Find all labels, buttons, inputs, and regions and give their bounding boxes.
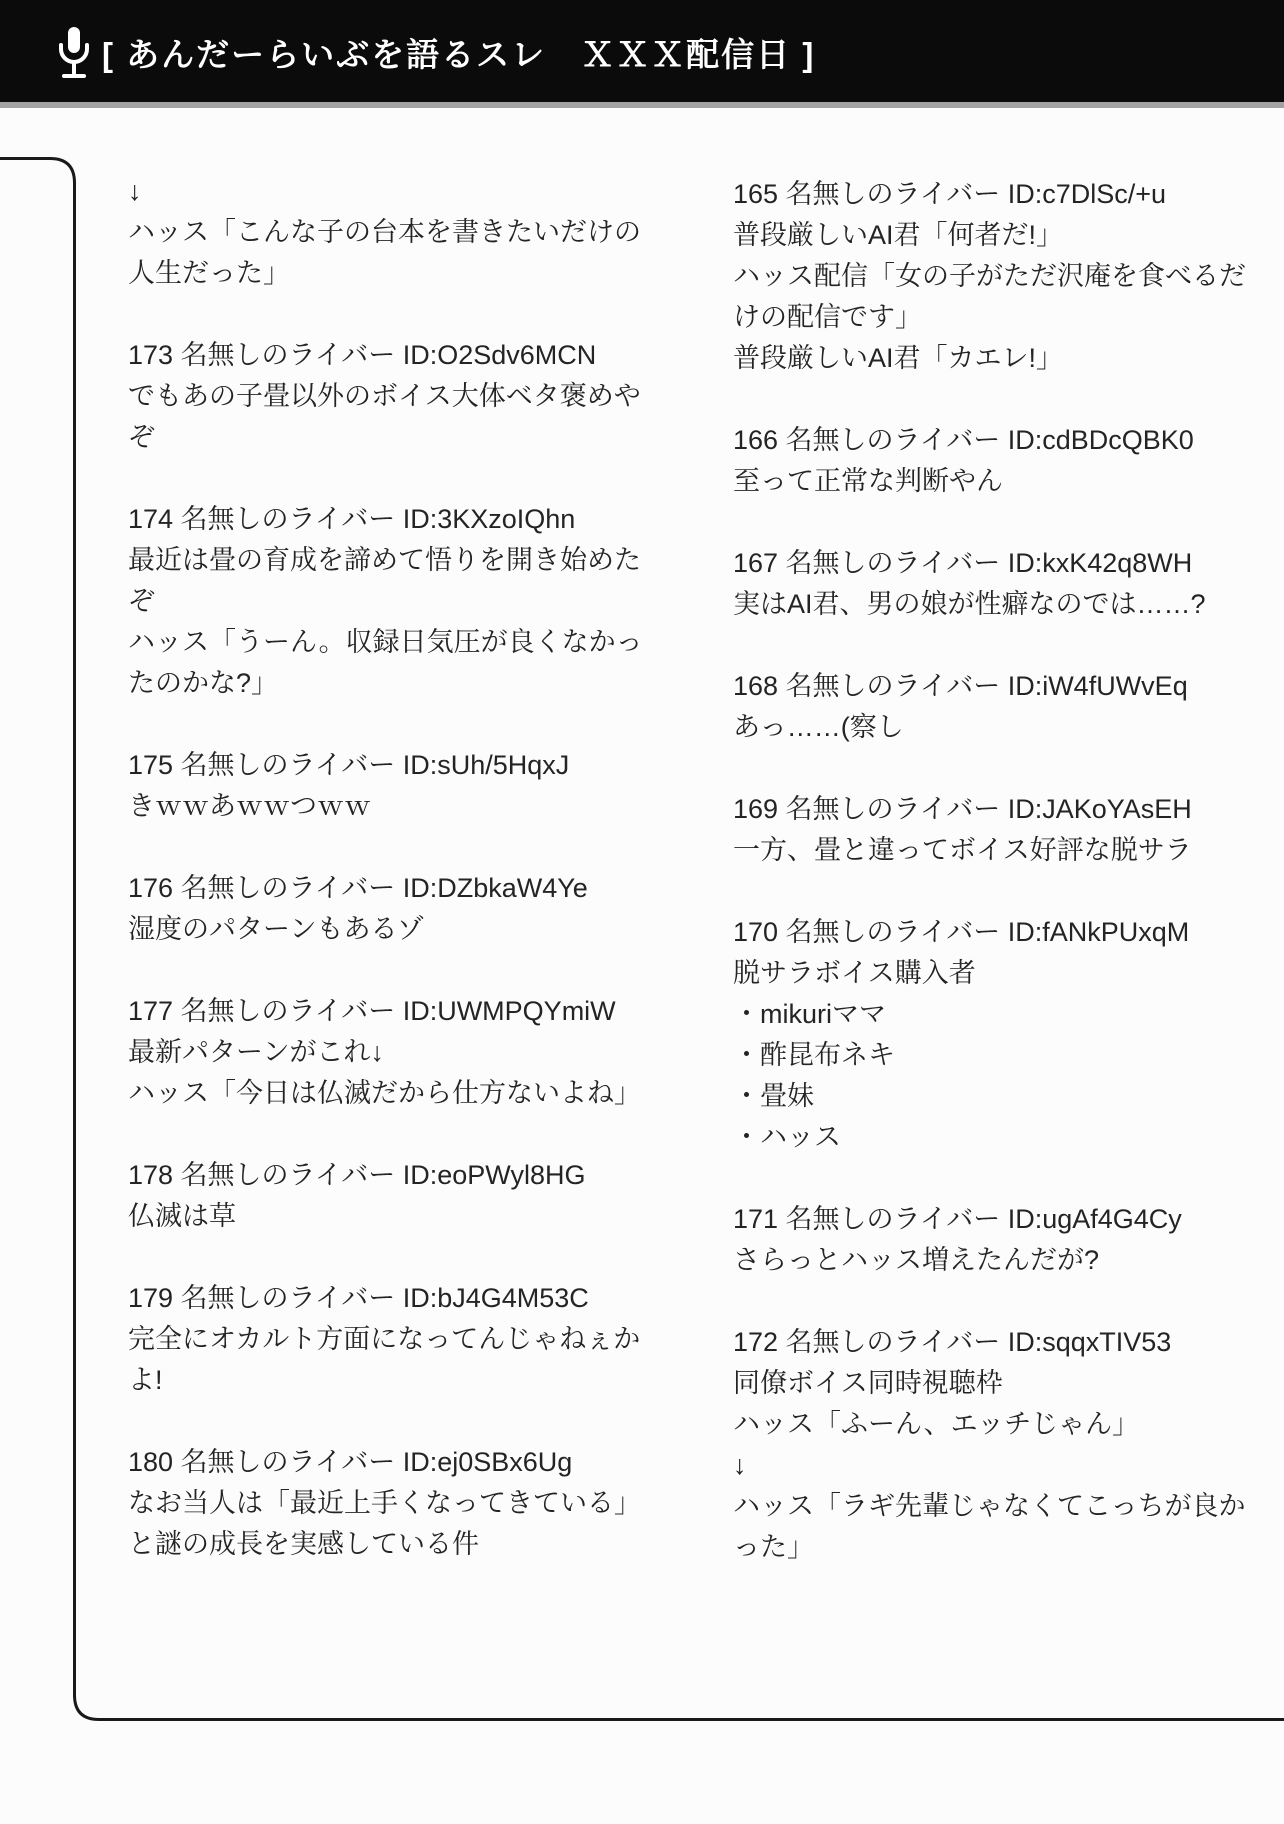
post-line: ・ハッス xyxy=(733,1122,841,1152)
post-line: 165 名無しのライバー ID:c7DlSc/+u xyxy=(733,179,1167,209)
post xyxy=(733,174,1273,379)
post-line: ハッス「ふーん、エッチじゃん」 xyxy=(733,1409,1140,1439)
post-line: った」 xyxy=(733,1532,814,1562)
post-line: 180 名無しのライバー ID:ej0SBx6Ug xyxy=(128,1447,573,1477)
post-line: 166 名無しのライバー ID:cdBDcQBK0 xyxy=(733,425,1194,455)
post-line: 178 名無しのライバー ID:eoPWyl8HG xyxy=(128,1160,586,1190)
post-line: 172 名無しのライバー ID:sqqxTIV53 xyxy=(733,1327,1172,1357)
post-line: と謎の成長を実感している件 xyxy=(128,1529,479,1559)
post-line: でもあの子畳以外のボイス大体ベタ褒めや xyxy=(128,381,641,411)
post-line: たのかな?」 xyxy=(128,668,279,698)
post-line: ・酢昆布ネキ xyxy=(733,1040,895,1070)
post-line: ぞ xyxy=(128,586,155,616)
post-line: ・mikuriママ xyxy=(733,999,886,1029)
post-line: 171 名無しのライバー ID:ugAf4G4Cy xyxy=(733,1204,1182,1234)
post-line: 177 名無しのライバー ID:UWMPQYmiW xyxy=(128,996,616,1026)
post-line: 実はAI君、男の娘が性癖なのでは……? xyxy=(733,589,1206,619)
post-line: なお当人は「最近上手くなってきている」 xyxy=(128,1488,641,1518)
post xyxy=(733,666,1273,748)
post-line: 179 名無しのライバー ID:bJ4G4M53C xyxy=(128,1283,589,1313)
post-line: 173 名無しのライバー ID:O2Sdv6MCN xyxy=(128,340,597,370)
post-line: ハッス「ラギ先輩じゃなくてこっちが良か xyxy=(733,1491,1246,1521)
post xyxy=(128,335,658,458)
post-line: 仏滅は草 xyxy=(128,1201,236,1231)
post-line: ハッス配信「女の子がただ沢庵を食べるだ xyxy=(733,261,1246,291)
post-line: ハッス「こんな子の台本を書きたいだけの xyxy=(128,217,641,247)
post-line: けの配信です」 xyxy=(733,302,922,332)
thread-column-right xyxy=(733,174,1273,1609)
thread-column-left xyxy=(128,171,658,1606)
post xyxy=(733,1322,1273,1568)
post xyxy=(128,171,658,294)
post xyxy=(733,543,1273,625)
post xyxy=(128,1278,658,1401)
post-line: 一方、畳と違ってボイス好評な脱サラ xyxy=(733,835,1192,865)
post-line: ↓ xyxy=(128,176,142,206)
post-line: 最新パターンがこれ↓ xyxy=(128,1037,384,1067)
post-line: 普段厳しいAI君「カエレ!」 xyxy=(733,343,1064,373)
post-line: 176 名無しのライバー ID:DZbkaW4Ye xyxy=(128,873,588,903)
post xyxy=(128,1442,658,1565)
post-line: さらっとハッス増えたんだが? xyxy=(733,1245,1100,1275)
post-line: 普段厳しいAI君「何者だ!」 xyxy=(733,220,1064,250)
post-line: ハッス「今日は仏滅だから仕方ないよね」 xyxy=(128,1078,641,1108)
microphone-icon xyxy=(56,25,92,81)
post xyxy=(128,868,658,950)
post-line: あっ……(察し xyxy=(733,712,904,742)
post xyxy=(128,745,658,827)
post-line: ぞ xyxy=(128,422,155,452)
post-line: 最近は畳の育成を諦めて悟りを開き始めた xyxy=(128,545,641,575)
post-line: 167 名無しのライバー ID:kxK42q8WH xyxy=(733,548,1193,578)
post-line: ↓ xyxy=(733,1450,747,1480)
post xyxy=(128,991,658,1114)
post-line: きｗｗあｗｗつｗｗ xyxy=(128,791,371,821)
post xyxy=(733,1199,1273,1281)
post-line: 湿度のパターンもあるゾ xyxy=(128,914,424,944)
post-line: 175 名無しのライバー ID:sUh/5HqxJ xyxy=(128,750,570,780)
post-line: 168 名無しのライバー ID:iW4fUWvEq xyxy=(733,671,1188,701)
post-line: 174 名無しのライバー ID:3KXzoIQhn xyxy=(128,504,576,534)
post-line: 169 名無しのライバー ID:JAKoYAsEH xyxy=(733,794,1192,824)
post-line: 170 名無しのライバー ID:fANkPUxqM xyxy=(733,917,1190,947)
post-line: 脱サラボイス購入者 xyxy=(733,958,976,988)
post-line: 至って正常な判断やん xyxy=(733,466,1003,496)
post xyxy=(733,912,1273,1158)
post-line: 人生だった」 xyxy=(128,258,290,288)
post-line: 同僚ボイス同時視聴枠 xyxy=(733,1368,1003,1398)
post xyxy=(733,420,1273,502)
post xyxy=(128,499,658,704)
post xyxy=(128,1155,658,1237)
thread-title: [ あんだーらいぶを語るスレ ＸＸＸ配信日 ] xyxy=(102,35,816,73)
post-line: よ! xyxy=(128,1365,163,1395)
post-line: ・畳妹 xyxy=(733,1081,814,1111)
post-line: 完全にオカルト方面になってんじゃねぇか xyxy=(128,1324,641,1354)
post-line: ハッス「うーん。収録日気圧が良くなかっ xyxy=(128,627,643,657)
title-bar xyxy=(0,0,1284,108)
post xyxy=(733,789,1273,871)
